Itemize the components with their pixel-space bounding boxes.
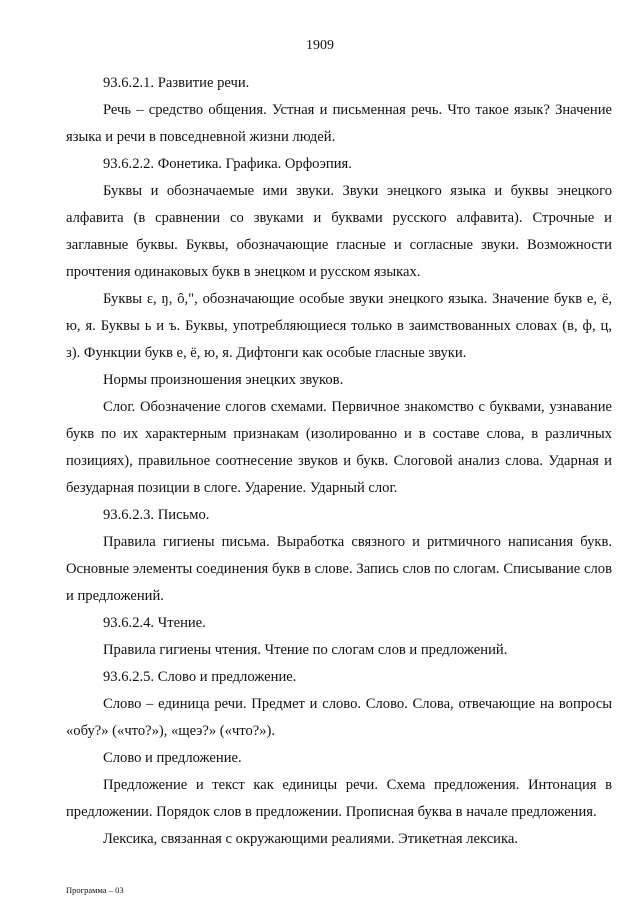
paragraph: Лексика, связанная с окружающими реалиями. Этикетная лексика. [103,831,518,847]
page-number: 1909 [306,38,334,53]
paragraph: Слово – единица речи. Предмет и слово. Слово. Слова, отвечающие на вопросы «обу?» («что?»), «щеэ?» («что?»). [66,696,612,739]
paragraph: Правила гигиены чтения. Чтение по слогам слов и предложений. [103,642,508,658]
paragraph: Буквы ɛ, ŋ, ȏ,", обозначающие особые звуки энецкого языка. Значение букв е, ё, ю, я. Буквы ь и ъ. Буквы, употребляющиеся только в заимствованных словах (в, ф, ц, з). Функции букв е, ё, ю, я. Дифтонги как особые гласные звуки. [66,291,612,361]
section-heading: 93.6.2.1. Развитие речи. [103,75,250,91]
section-heading: 93.6.2.2. Фонетика. Графика. Орфоэпия. [103,156,352,172]
paragraph: Нормы произношения энецких звуков. [103,372,344,388]
page-content [66,70,612,853]
paragraph: Слово и предложение. [103,750,242,766]
section-heading: 93.6.2.4. Чтение. [103,615,206,631]
paragraph: Предложение и текст как единицы речи. Схема предложения. Интонация в предложении. Порядок слов в предложении. Прописная буква в начале предложения. [66,777,612,820]
paragraph: Буквы и обозначаемые ими звуки. Звуки энецкого языка и буквы энецкого алфавита (в сравнении со звуками и буквами русского алфавита). Строчные и заглавные буквы. Буквы, обозначающие гласные и согласные звуки. Возможности прочтения одинаковых букв в энецком и русском языках. [66,183,612,280]
section-heading: 93.6.2.3. Письмо. [103,507,210,523]
footer-label: Программа – 03 [66,885,124,895]
paragraph: Правила гигиены письма. Выработка связного и ритмичного написания букв. Основные элементы соединения букв в слове. Запись слов по слогам. Списывание слов и предложений. [66,534,612,604]
paragraph: Слог. Обозначение слогов схемами. Первичное знакомство с буквами, узнавание букв по их характерным признакам (изолированно и в составе слова, в различных позициях), правильное соотнесение звуков и букв. Слоговой анализ слова. Ударная и безударная позиции в слоге. Ударение. Ударный слог. [66,399,612,496]
section-heading: 93.6.2.5. Слово и предложение. [103,669,297,685]
paragraph: Речь – средство общения. Устная и письменная речь. Что такое язык? Значение языка и речи в повседневной жизни людей. [66,102,612,145]
